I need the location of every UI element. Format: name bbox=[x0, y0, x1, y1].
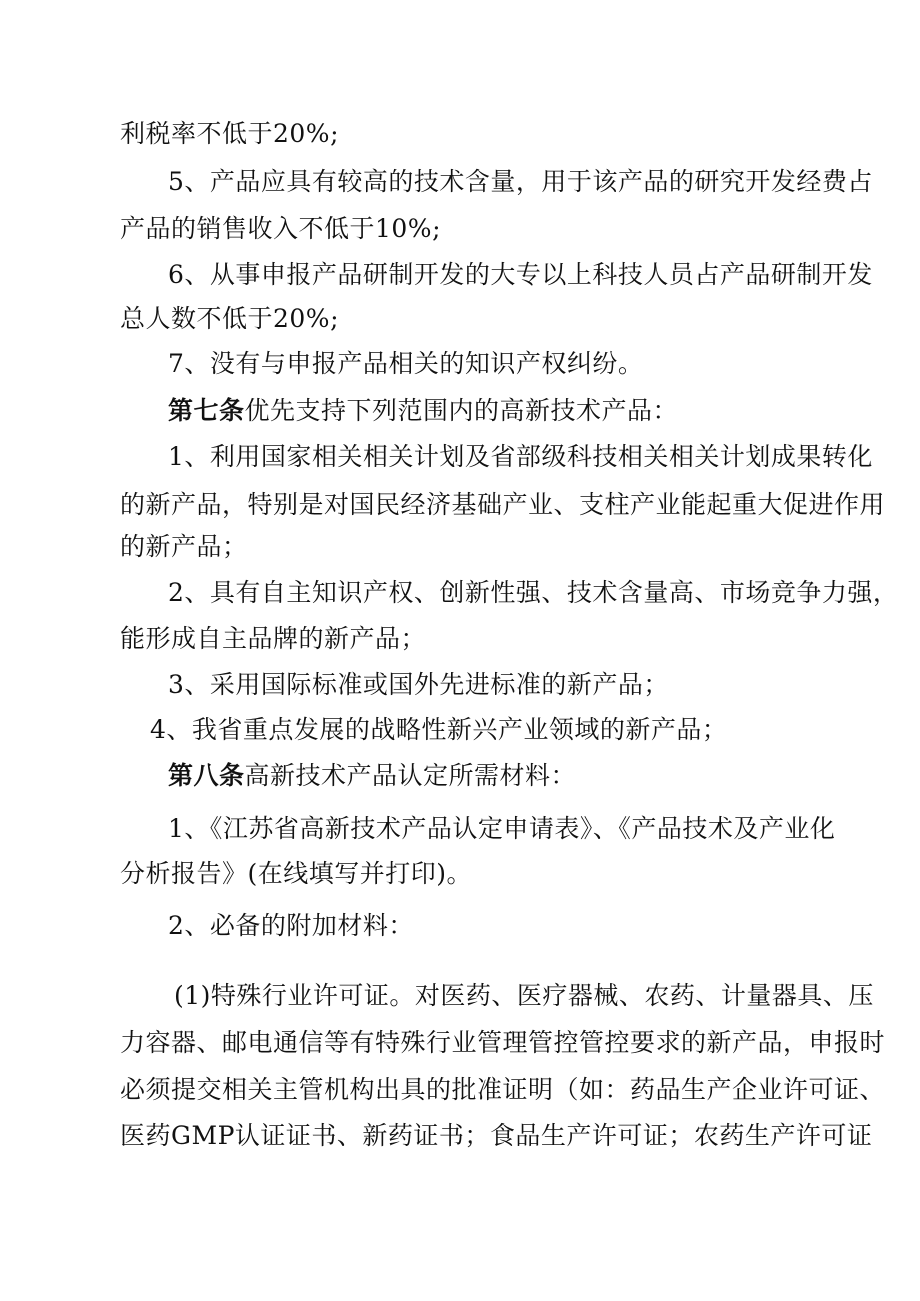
text-line: 必须提交相关主管机构出具的批准证明（如：药品生产企业许可证、 bbox=[120, 1075, 886, 1104]
text-line: 产品的销售收入不低于10%; bbox=[120, 214, 441, 243]
text-line: 力容器、邮电通信等有特殊行业管理管控管控要求的新产品，申报时 bbox=[120, 1028, 886, 1057]
article-heading bbox=[168, 395, 678, 427]
text-line: 医药GMP认证证书、新药证书；食品生产许可证；农药生产许可证 bbox=[120, 1121, 873, 1150]
text-line: 1、利用国家相关相关计划及省部级科技相关相关计划成果转化 bbox=[168, 442, 873, 471]
text-line: 总人数不低于20%; bbox=[120, 304, 339, 333]
text-line: 的新产品，特别是对国民经济基础产业、支柱产业能起重大促进作用 bbox=[120, 490, 886, 519]
text-line: 4、我省重点发展的战略性新兴产业领域的新产品； bbox=[150, 715, 728, 744]
text-line: 3、采用国际标准或国外先进标准的新产品； bbox=[168, 670, 669, 699]
text-line: 利税率不低于20%; bbox=[120, 119, 339, 148]
text-line: 2、必备的附加材料： bbox=[168, 911, 414, 940]
article-text: 高新技术产品认定所需材料： bbox=[244, 761, 577, 790]
text-line: 1、《江苏省高新技术产品认定申请表》、《产品技术及产业化 bbox=[168, 814, 836, 843]
text-line: 5、产品应具有较高的技术含量，用于该产品的研究开发经费占 bbox=[168, 167, 873, 196]
article-text: 优先支持下列范围内的高新技术产品： bbox=[244, 396, 679, 425]
article-heading bbox=[168, 760, 576, 792]
text-line: 分析报告》(在线填写并打印)。 bbox=[120, 859, 473, 888]
text-line: 2、具有自主知识产权、创新性强、技术含量高、市场竞争力强， bbox=[168, 578, 899, 607]
text-line: 的新产品； bbox=[120, 532, 248, 561]
article-label: 第七条 bbox=[168, 396, 245, 425]
text-line: 7、没有与申报产品相关的知识产权纠纷。 bbox=[168, 349, 644, 378]
text-line: 能形成自主品牌的新产品； bbox=[120, 624, 427, 653]
article-label: 第八条 bbox=[168, 761, 245, 790]
text-line: (1)特殊行业许可证。对医药、医疗器械、农药、计量器具、压 bbox=[174, 981, 874, 1010]
text-line: 6、从事申报产品研制开发的大专以上科技人员占产品研制开发 bbox=[168, 260, 873, 289]
